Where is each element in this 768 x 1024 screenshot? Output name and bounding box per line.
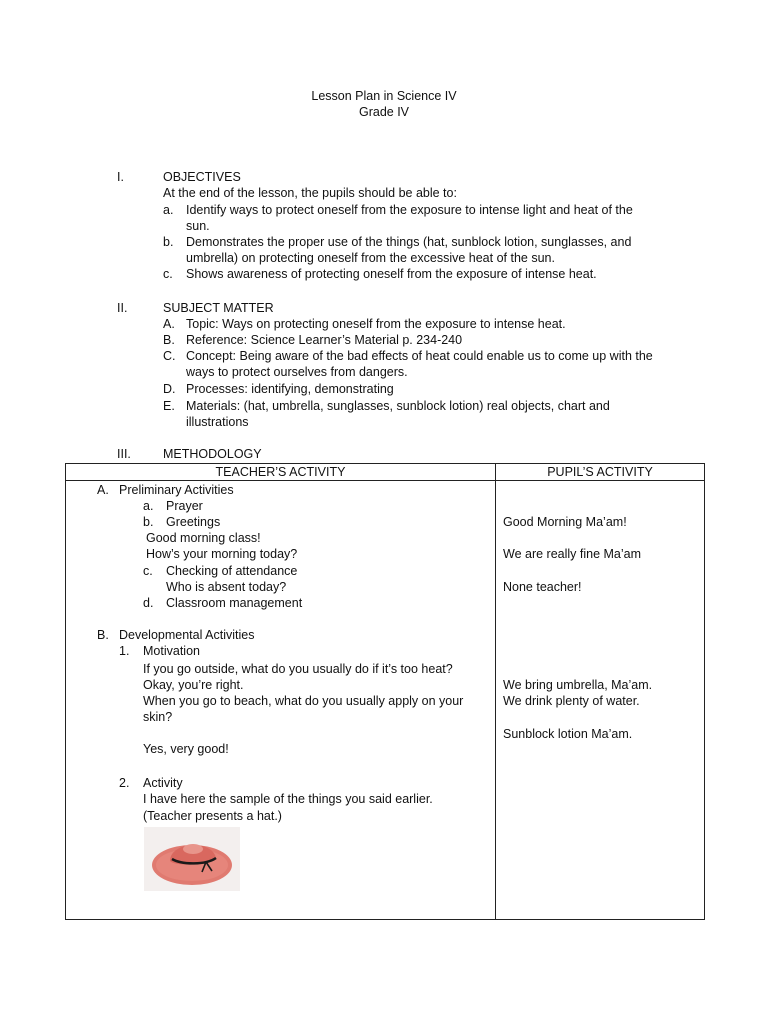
subject-text: Concept: Being aware of the bad effects of heat could enable us to come up with the [186, 349, 653, 363]
teacher-line: Good morning class! [146, 531, 261, 545]
objective-text: Demonstrates the proper use of the things (hat, sunblock lotion, sunglasses, and [186, 235, 632, 249]
document-grade: Grade IV [358, 105, 410, 119]
column-header-teacher: TEACHER’S ACTIVITY [215, 465, 346, 479]
subject-marker: A. [163, 317, 175, 331]
list-marker: a. [143, 499, 154, 513]
section-number-subject-matter: II. [117, 301, 128, 315]
greetings-item: Greetings [166, 515, 221, 529]
objective-marker: a. [163, 203, 174, 217]
section-number-methodology: III. [117, 447, 131, 461]
activity-heading: Activity [143, 776, 183, 790]
teacher-line: Okay, you’re right. [143, 678, 244, 692]
objective-marker: c. [163, 267, 173, 281]
objective-text-cont: sun. [186, 219, 210, 233]
subject-text: Reference: Science Learner’s Material p. 234-240 [186, 333, 463, 347]
objectives-intro: At the end of the lesson, the pupils should be able to: [163, 186, 457, 200]
teacher-line: Who is absent today? [166, 580, 287, 594]
document-title: Lesson Plan in Science IV [311, 89, 457, 103]
teacher-line: Yes, very good! [143, 742, 229, 756]
table-column-divider [495, 464, 496, 919]
subject-text-cont: ways to protect ourselves from dangers. [186, 365, 408, 379]
subject-text: Topic: Ways on protecting oneself from the exposure to intense heat. [186, 317, 566, 331]
activity-marker-a: A. [97, 483, 109, 497]
pupil-response: We drink plenty of water. [503, 694, 640, 708]
subject-text: Processes: identifying, demonstrating [186, 382, 394, 396]
pupil-response: None teacher! [503, 580, 582, 594]
preliminary-activities-heading: Preliminary Activities [119, 483, 234, 497]
pupil-response: We are really fine Ma’am [503, 547, 642, 561]
table-header-divider [66, 480, 704, 481]
list-marker: d. [143, 596, 154, 610]
section-title-subject-matter: SUBJECT MATTER [163, 301, 274, 315]
objective-text: Identify ways to protect oneself from the exposure to intense light and heat of the [186, 203, 633, 217]
teacher-line: skin? [143, 710, 173, 724]
section-title-objectives: OBJECTIVES [163, 170, 241, 184]
classroom-management-item: Classroom management [166, 596, 303, 610]
pupil-response: Good Morning Ma’am! [503, 515, 627, 529]
prayer-item: Prayer [166, 499, 203, 513]
hat-illustration [144, 827, 240, 891]
list-marker: b. [143, 515, 154, 529]
hat-icon [144, 827, 240, 891]
teacher-line: (Teacher presents a hat.) [143, 809, 282, 823]
developmental-activities-heading: Developmental Activities [119, 628, 255, 642]
subject-marker: D. [163, 382, 176, 396]
teacher-line: How’s your morning today? [146, 547, 298, 561]
subject-text-cont: illustrations [186, 415, 249, 429]
objective-text: Shows awareness of protecting oneself from the exposure of intense heat. [186, 267, 597, 281]
motivation-heading: Motivation [143, 644, 200, 658]
list-marker: c. [143, 564, 153, 578]
teacher-line: I have here the sample of the things you said earlier. [143, 792, 433, 806]
pupil-response: We bring umbrella, Ma’am. [503, 678, 653, 692]
section-title-methodology: METHODOLOGY [163, 447, 262, 461]
objective-text-cont: umbrella) on protecting oneself from the excessive heat of the sun. [186, 251, 555, 265]
teacher-line: If you go outside, what do you usually do if it’s too heat? [143, 662, 453, 676]
list-marker: 2. [119, 776, 130, 790]
subject-marker: E. [163, 399, 175, 413]
list-marker: 1. [119, 644, 130, 658]
subject-marker: C. [163, 349, 176, 363]
activity-marker-b: B. [97, 628, 109, 642]
teacher-line: When you go to beach, what do you usually apply on your [143, 694, 464, 708]
pupil-response: Sunblock lotion Ma’am. [503, 727, 633, 741]
column-header-pupil: PUPIL’S ACTIVITY [547, 465, 653, 479]
attendance-item: Checking of attendance [166, 564, 298, 578]
subject-text: Materials: (hat, umbrella, sunglasses, sunblock lotion) real objects, chart and [186, 399, 610, 413]
section-number-objectives: I. [117, 170, 124, 184]
subject-marker: B. [163, 333, 175, 347]
objective-marker: b. [163, 235, 174, 249]
